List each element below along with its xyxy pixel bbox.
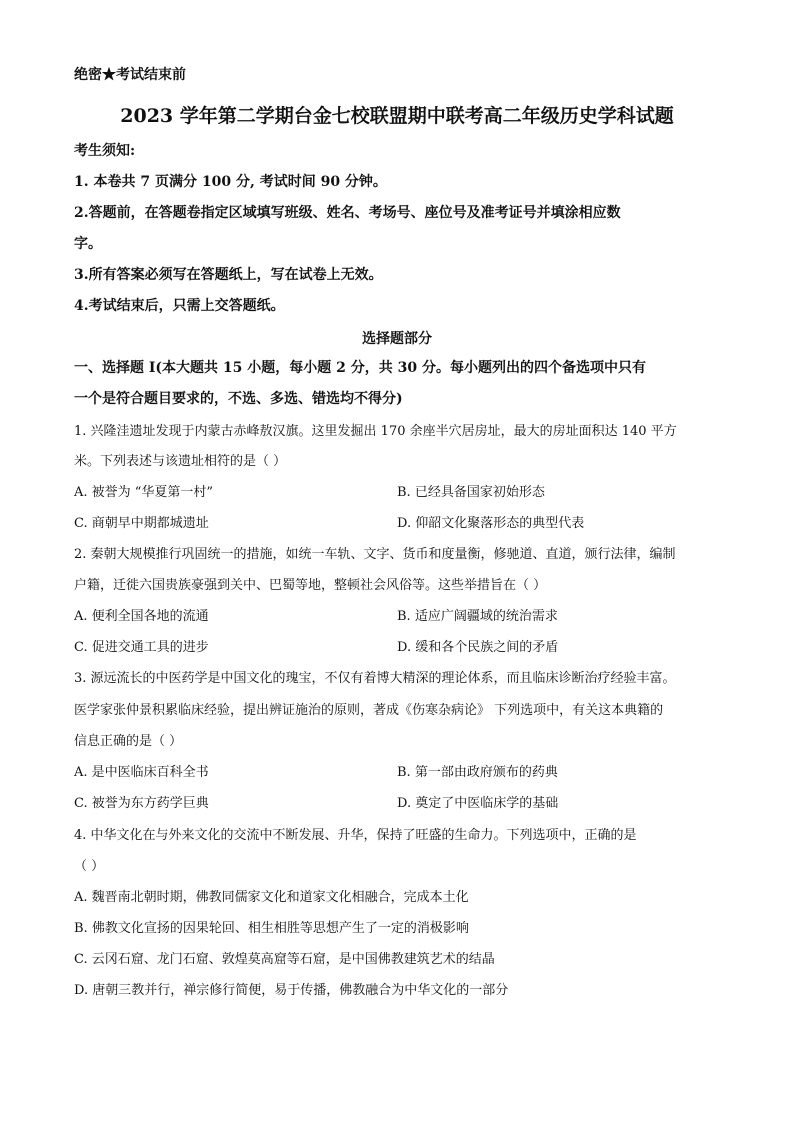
question-3-text: 医学家张仲景积累临床经验，提出辨证施治的原则，著成《伤寒杂病论》 下列选项中，有关这本典籍的 — [74, 703, 664, 718]
section-intro: 一个是符合题目要求的，不选、多选、错选均不得分) — [74, 391, 403, 407]
question-4-option-a: A. 魏晋南北朝时期，佛教同儒家文化和道家文化相融合，完成本土化 — [74, 890, 469, 905]
question-4-option-b: B. 佛教文化宣扬的因果轮回、相生相胜等思想产生了一定的消极影响 — [74, 921, 469, 936]
notice-item: 4.考试结束后，只需上交答题纸。 — [74, 298, 285, 314]
question-4-option-c: C. 云冈石窟、龙门石窟、敦煌莫高窟等石窟，是中国佛教建筑艺术的结晶 — [74, 952, 495, 967]
question-4-text: 4. 中华文化在与外来文化的交流中不断发展、升华，保持了旺盛的生命力。下列选项中，正确的是 — [74, 828, 637, 843]
question-1-option-b: B. 已经具备国家初始形态 — [397, 485, 545, 500]
notice-item: 3.所有答案必须写在答题纸上，写在试卷上无效。 — [74, 267, 383, 283]
section-title: 选择题部分 — [362, 331, 432, 347]
question-4-text: （ ） — [74, 859, 105, 874]
question-1-option-d: D. 仰韶文化聚落形态的典型代表 — [397, 516, 585, 531]
question-2-text: 2. 秦朝大规模推行巩固统一的措施，如统一车轨、文字、货币和度量衡，修驰道、直道，颁行法律，编制 — [74, 547, 676, 562]
notice-heading: 考生须知: — [74, 143, 136, 159]
question-2-option-a: A. 便利全国各地的流通 — [74, 609, 209, 624]
question-3-option-d: D. 奠定了中医临床学的基础 — [397, 796, 559, 811]
question-2-option-c: C. 促进交通工具的进步 — [74, 640, 209, 655]
notice-item: 1. 本卷共 7 页满分 100 分, 考试时间 90 分钟。 — [74, 174, 387, 190]
question-3-option-b: B. 第一部由政府颁布的药典 — [397, 765, 558, 780]
question-1-option-c: C. 商朝早中期都城遗址 — [74, 516, 209, 531]
confidential-label: 绝密★考试结束前 — [74, 67, 186, 83]
notice-item: 2.答题前，在答题卷指定区域填写班级、姓名、考场号、座位号及准考证号并填涂相应数 — [74, 205, 621, 221]
question-1-text: 1. 兴隆洼遗址发现于内蒙古赤峰敖汉旗。这里发掘出 170 余座半穴居房址，最大的房址面积达 140 平方 — [74, 424, 677, 439]
question-2-option-d: D. 缓和各个民族之间的矛盾 — [397, 640, 559, 655]
question-3-option-a: A. 是中医临床百科全书 — [74, 765, 209, 780]
question-3-text: 信息正确的是（ ） — [74, 734, 183, 749]
question-4-option-d: D. 唐朝三教并行，禅宗修行简便，易于传播，佛教融合为中华文化的一部分 — [74, 983, 509, 998]
question-1-option-a: A. 被誉为 “华夏第一村” — [74, 485, 214, 500]
question-2-option-b: B. 适应广阔疆域的统治需求 — [397, 609, 558, 624]
question-3-option-c: C. 被誉为东方药学巨典 — [74, 796, 209, 811]
notice-item: 字。 — [74, 236, 102, 252]
question-1-text: 米。下列表述与该遗址相符的是（ ） — [74, 454, 287, 469]
section-intro: 一、选择题 Ⅰ(本大题共 15 小题，每小题 2 分，共 30 分。每小题列出的四个备选项中只有 — [74, 360, 646, 376]
question-2-text: 户籍，迁徙六国贵族豪强到关中、巴蜀等地，整顿社会风俗等。这些举措旨在（ ） — [74, 578, 547, 593]
question-3-text: 3. 源远流长的中医药学是中国文化的瑰宝，不仅有着博大精深的理论体系，而且临床诊断治疗经验丰富。 — [74, 671, 676, 686]
exam-title: 2023 学年第二学期台金七校联盟期中联考高二年级历史学科试题 — [120, 105, 674, 127]
